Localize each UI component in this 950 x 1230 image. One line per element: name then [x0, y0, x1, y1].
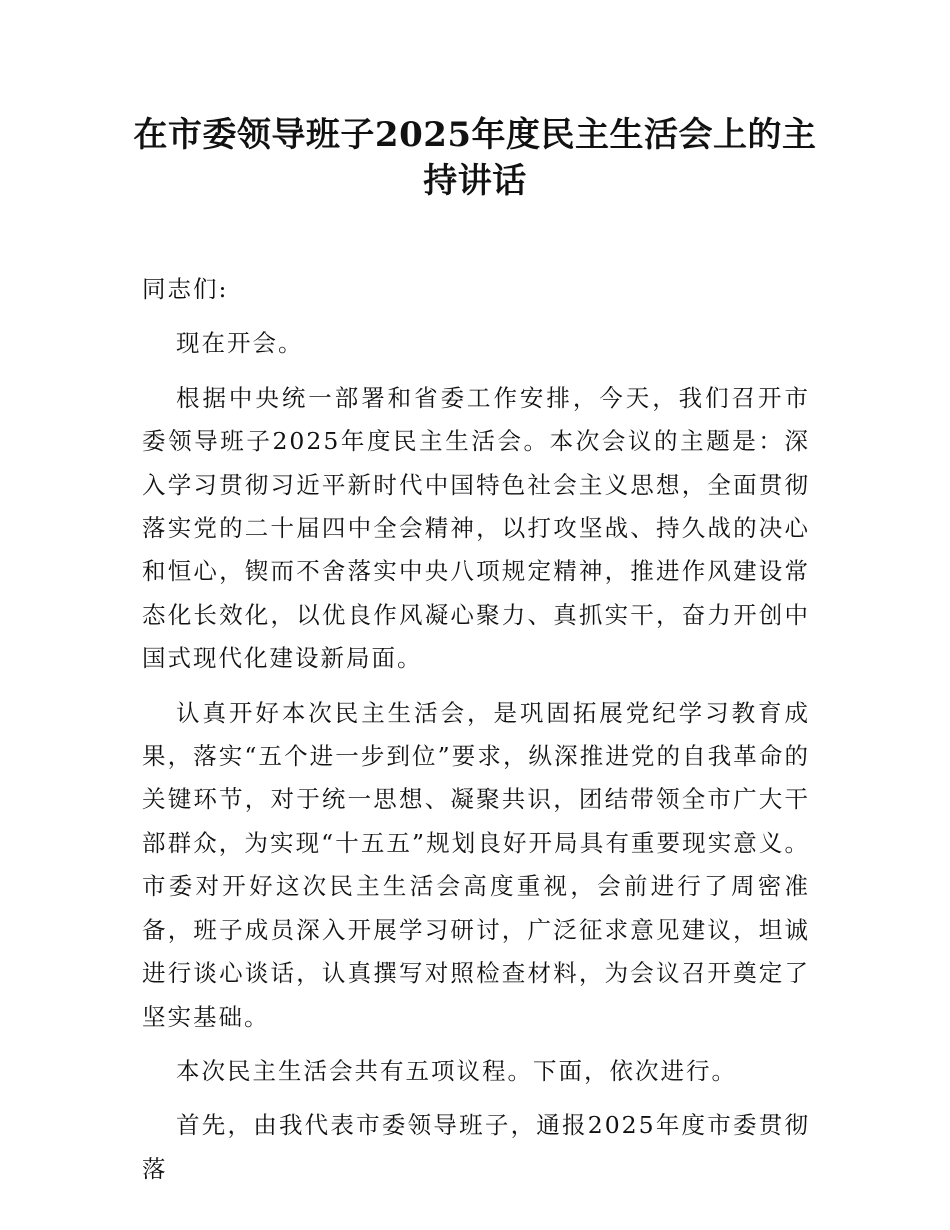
paragraph-opening: 现在开会。: [176, 329, 304, 358]
document-title: 在市委领导班子2025年度民主生活会上的主持讲话: [133, 115, 817, 201]
paragraph-first-item: 首先，由我代表市委领导班子，通报2025年度市委贯彻落: [142, 1111, 810, 1183]
paragraph-agenda: 本次民主生活会共有五项议程。下面，依次进行。: [176, 1056, 737, 1085]
paragraph-significance: 认真开好本次民主生活会，是巩固拓展党纪学习教育成果，落实“五个进一步到位”要求，纵深推进党的自我革命的关键环节，对于统一思想、凝聚共识，团结带领全市广大干部群众，为实现“十五五”规划良好开局具有重要现实意义。市委对开好这次民主生活会高度重视，会前进行了周密准备，班子成员深入开展学习研讨，广泛征求意见建议，坦诚进行谈心谈话，认真撰写对照检查材料，为会议召开奠定了坚实基础。: [142, 698, 810, 1031]
document-body: [142, 268, 810, 1202]
paragraph-meeting-theme: 根据中央统一部署和省委工作安排，今天，我们召开市委领导班子2025年度民主生活会。本次会议的主题是：深入学习贯彻习近平新时代中国特色社会主义思想，全面贯彻落实党的二十届四中全会精神，以打攻坚战、持久战的决心和恒心，锲而不舍落实中央八项规定精神，推进作风建设常态化长效化，以优良作风凝心聚力、真抓实干，奋力开创中国式现代化建设新局面。: [142, 383, 810, 673]
salutation: 同志们:: [142, 275, 229, 303]
